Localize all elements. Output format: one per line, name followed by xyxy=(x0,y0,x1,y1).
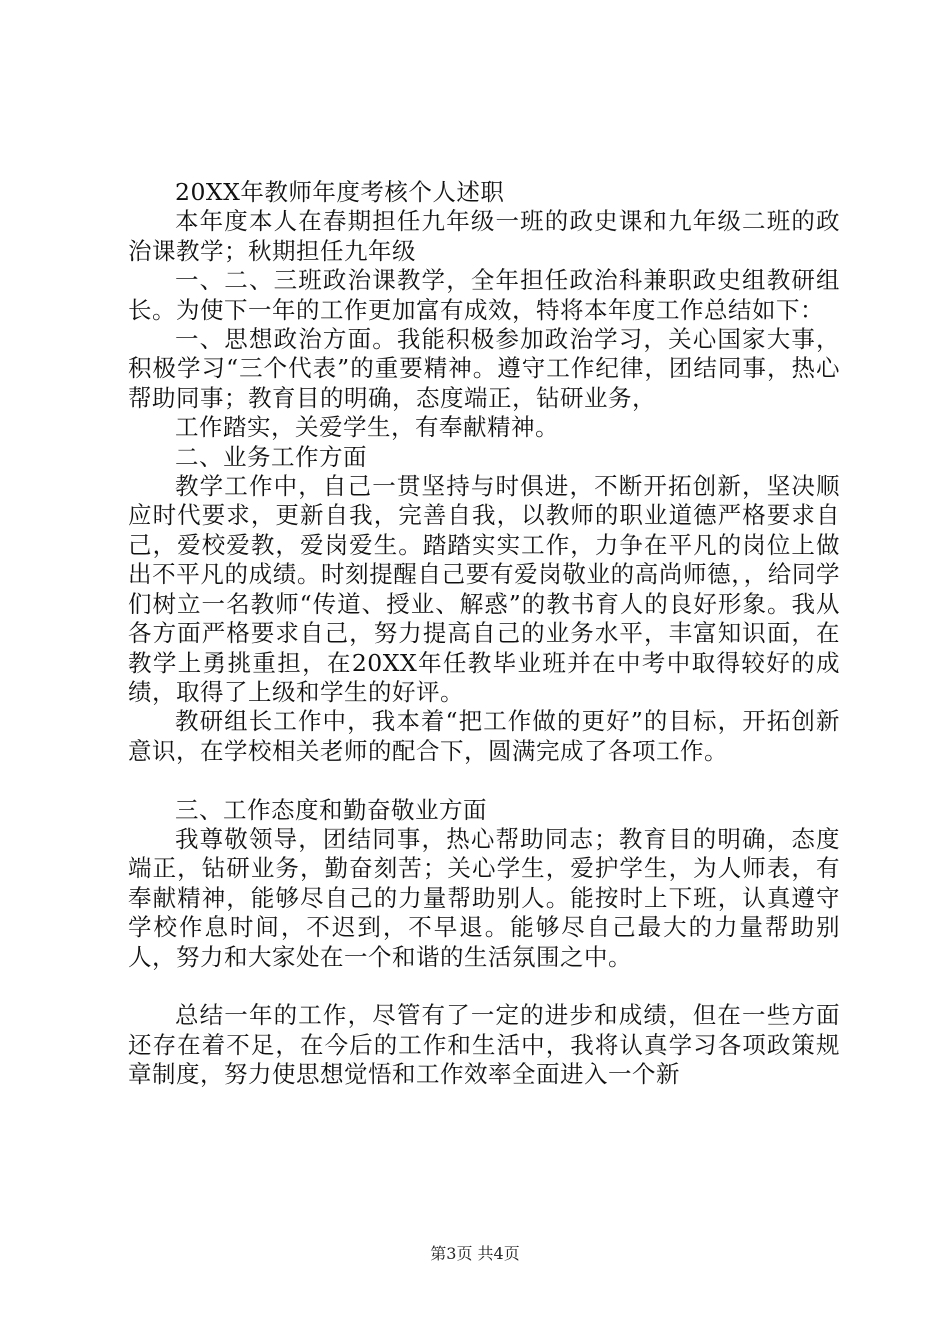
paragraph: 总结一年的工作，尽管有了一定的进步和成绩，但在一些方面还存在着不足，在今后的工作和生活中，我将认真学习各项政策规章制度，努力使思想觉悟和工作效率全面进入一个新 xyxy=(128,1001,840,1089)
paragraph: 本年度本人在春期担任九年级一班的政史课和九年级二班的政治课教学；秋期担任九年级 xyxy=(128,207,840,265)
paragraph: 一、二、三班政治课教学，全年担任政治科兼职政史组教研组长。为使下一年的工作更加富有成效，特将本年度工作总结如下： xyxy=(128,266,840,324)
blank-line xyxy=(128,972,840,1001)
paragraph: 一、思想政治方面。我能积极参加政治学习，关心国家大事，积极学习“三个代表”的重要精神。遵守工作纪律，团结同事，热心帮助同事；教育目的明确，态度端正，钻研业务， xyxy=(128,325,840,412)
document-title: 20XX年教师年度考核个人述职 xyxy=(175,178,505,206)
page-number: 第3页 共4页 xyxy=(430,1244,520,1263)
paragraph: 我尊敬领导，团结同事，热心帮助同志；教育目的明确，态度端正，钻研业务，勤奋刻苦；关心学生，爱护学生，为人师表，有奉献精神，能够尽自己的力量帮助别人。能按时上下班，认真遵守学校作息时间，不迟到，不早退。能够尽自己最大的力量帮助别人，努力和大家处在一个和谐的生活氛围之中。 xyxy=(128,824,840,971)
document-body xyxy=(128,178,840,1090)
section-heading: 二、业务工作方面 xyxy=(175,442,367,471)
paragraph: 工作踏实，关爱学生，有奉献精神。 xyxy=(175,413,559,442)
section-heading: 三、工作态度和勤奋敬业方面 xyxy=(175,795,487,824)
paragraph: 教研组长工作中，我本着“把工作做的更好”的目标，开拓创新意识，在学校相关老师的配合下，圆满完成了各项工作。 xyxy=(128,707,840,765)
blank-line xyxy=(128,766,840,795)
paragraph: 教学工作中，自己一贯坚持与时俱进，不断开拓创新，坚决顺应时代要求，更新自我，完善自我，以教师的职业道德严格要求自己，爱校爱教，爱岗爱生。踏踏实实工作，力争在平凡的岗位上做出不平凡的成绩。时刻提醒自己要有爱岗敬业的高尚师德，，给同学们树立一名教师“传道、授业、解惑”的教书育人的良好形象。我从各方面严格要求自己，努力提高自己的业务水平，丰富知识面，在教学上勇挑重担，在20XX年任教毕业班并在中考中取得较好的成绩，取得了上级和学生的好评。 xyxy=(128,472,840,706)
